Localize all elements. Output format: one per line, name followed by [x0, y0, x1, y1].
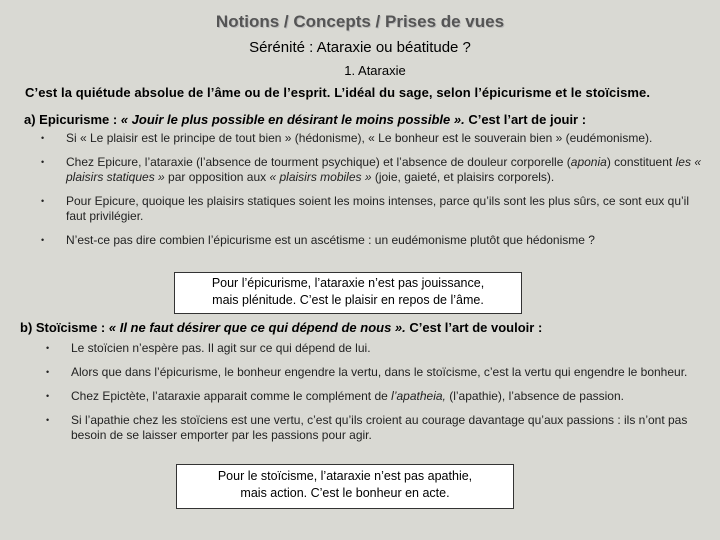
list-item [46, 389, 700, 404]
page-title: Notions / Concepts / Prises de vues [215, 12, 505, 31]
bullet-term-apatheia: l’apatheia, [391, 389, 446, 403]
section-a-list [41, 131, 701, 257]
summary-box-epicurisme [174, 272, 522, 314]
bullet-text: Si l’apathie chez les stoïciens est une vertu, c’est qu’ils croient au courage davantage qu’aux passions : ils n’ont pas besoin de se laisser emporter par les passions pour agir. [71, 413, 688, 442]
summary-line: Pour le stoïcisme, l’ataraxie n’est pas apathie, [217, 469, 473, 483]
bullet-icon: • [46, 367, 50, 377]
bullet-icon: • [46, 415, 50, 425]
bullet-term-static: les « plaisirs statiques » [66, 155, 701, 184]
bullet-text: Le stoïcien n’espère pas. Il agit sur ce qui dépend de lui. [71, 341, 371, 355]
bullet-icon: • [41, 133, 45, 143]
bullet-text: (joie, gaieté, et plaisirs corporels). [371, 170, 555, 184]
section-b-prefix: b) Stoïcisme : [20, 320, 109, 335]
summary-line: mais action. C’est le bonheur en acte. [240, 486, 450, 500]
bullet-icon: • [41, 235, 45, 245]
bullet-text: N’est-ce pas dire combien l’épicurisme est un ascétisme : un eudémonisme plutôt que hédonisme ? [66, 233, 595, 247]
section-a-prefix: a) Epicurisme : [24, 112, 121, 127]
list-item [46, 365, 700, 380]
section-b-suffix: C’est l’art de vouloir : [405, 320, 543, 335]
section-b-heading [20, 320, 720, 335]
section-b-list [46, 341, 700, 452]
section-b-quote: « Il ne faut désirer que ce qui dépend de nous ». [108, 320, 406, 335]
summary-box-stoicisme [176, 464, 514, 509]
section-a-quote: « Jouir le plus possible en désirant le moins possible ». [120, 112, 465, 127]
bullet-text: ) constituent [606, 155, 676, 169]
section-number: 1. Ataraxie [344, 63, 406, 78]
bullet-icon: • [46, 391, 50, 401]
list-item [41, 131, 701, 146]
bullet-text: Si « Le plaisir est le principe de tout bien » (hédonisme), « Le bonheur est le souverain bien » (eudémonisme). [66, 131, 653, 145]
bullet-text: par opposition aux [164, 170, 270, 184]
section-a-suffix: C’est l’art de jouir : [464, 112, 587, 127]
bullet-icon: • [46, 343, 50, 353]
page-subtitle: Sérénité : Ataraxie ou béatitude ? [249, 39, 471, 56]
bullet-icon: • [41, 196, 45, 206]
bullet-text: Chez Epictète, l’ataraxie apparait comme le complément de [71, 389, 392, 403]
bullet-text: (l’apathie), l’absence de passion. [445, 389, 624, 403]
bullet-text: Chez Epicure, l’ataraxie (l’absence de tourment psychique) et l’absence de douleur corporelle ( [66, 155, 571, 169]
bullet-text: Pour Epicure, quoique les plaisirs statiques soient les moins intenses, parce qu’ils sont les plus sûrs, ce sont eux qu’il faut privilégier. [66, 194, 689, 223]
section-a-heading [24, 112, 714, 127]
bullet-icon: • [41, 157, 45, 167]
list-item [46, 341, 700, 356]
definition-text: C’est la quiétude absolue de l’âme ou de l’esprit. L’idéal du sage, selon l’épicurisme et le stoïcisme. [25, 85, 651, 100]
bullet-term-aponia: aponia [570, 155, 607, 169]
bullet-term-mobile: « plaisirs mobiles » [269, 170, 372, 184]
bullet-text: Alors que dans l’épicurisme, le bonheur engendre la vertu, dans le stoïcisme, c’est la vertu qui engendre le bonheur. [71, 365, 688, 379]
summary-line: Pour l’épicurisme, l’ataraxie n’est pas jouissance, [211, 276, 485, 290]
list-item [41, 233, 701, 248]
summary-line: mais plénitude. C’est le plaisir en repos de l’âme. [212, 293, 484, 307]
list-item [41, 155, 701, 185]
list-item [41, 194, 701, 224]
list-item [46, 413, 700, 443]
